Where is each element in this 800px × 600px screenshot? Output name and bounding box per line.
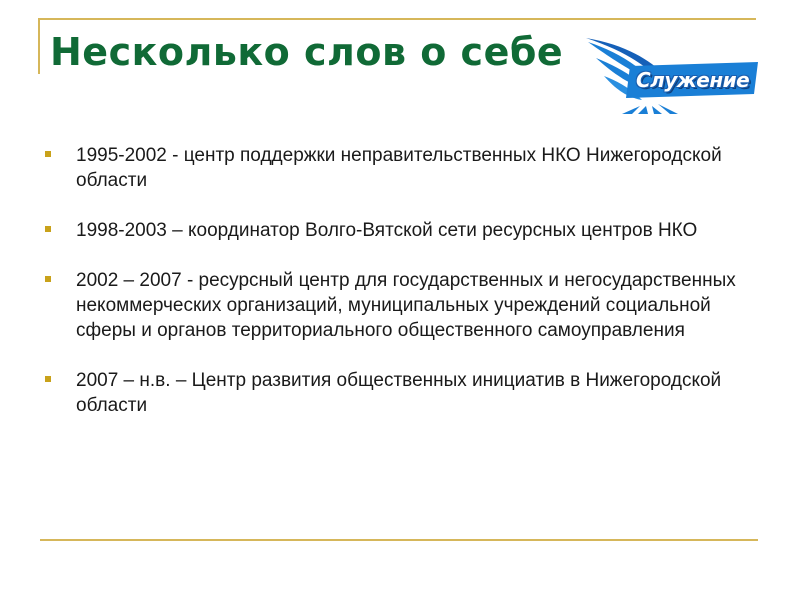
list-item-text: 2002 – 2007 - ресурсный центр для государственных и негосударственных некоммерческих организаций, муниципальных учреждений социальной сферы и органов территориального общественного самоуправления [76,270,736,341]
square-bullet-icon [45,276,51,282]
list-item [40,143,740,193]
list-item-text: 1995-2002 - центр поддержки неправительственных НКО Нижегородской области [76,145,722,191]
bullet-list [40,143,740,418]
list-item [40,268,740,343]
bottom-divider [40,539,758,541]
slide-title: Несколько слов о себе [50,30,564,74]
sluzhenie-logo [582,36,758,114]
top-divider [38,18,756,20]
list-item [40,368,740,418]
square-bullet-icon [45,226,51,232]
list-item-text: 2007 – н.в. – Центр развития общественных инициатив в Нижегородской области [76,370,722,416]
logo-text: Служение [636,68,750,92]
list-item [40,218,740,243]
list-item-text: 1998-2003 – координатор Волго-Вятской сети ресурсных центров НКО [76,220,698,241]
square-bullet-icon [45,151,51,157]
left-divider [38,18,40,74]
square-bullet-icon [45,376,51,382]
